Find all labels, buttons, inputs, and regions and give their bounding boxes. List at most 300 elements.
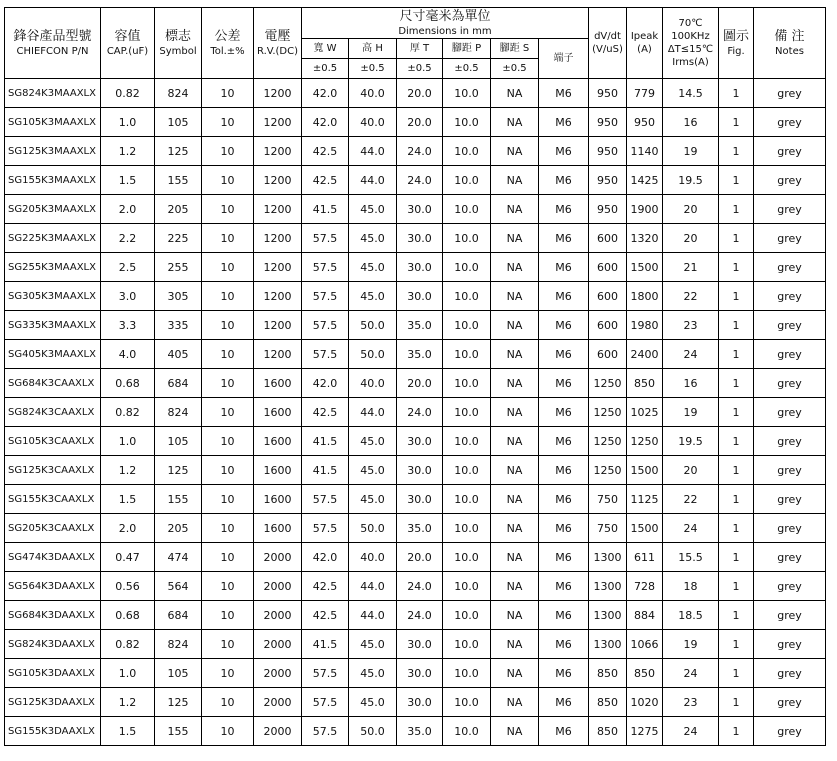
cell-cap: 2.5 — [101, 253, 155, 282]
cell-irms: 22 — [663, 282, 719, 311]
cell-fig: 1 — [719, 224, 754, 253]
cell-s: NA — [491, 717, 539, 746]
header-irms — [663, 8, 719, 79]
cell-tol: 10 — [202, 282, 254, 311]
cell-cap: 1.2 — [101, 456, 155, 485]
cell-tol: 10 — [202, 572, 254, 601]
table-row — [5, 195, 826, 224]
cell-dvdt: 600 — [589, 253, 627, 282]
cell-t: 20.0 — [397, 79, 443, 108]
cell-tol: 10 — [202, 427, 254, 456]
cell-p: 10.0 — [443, 282, 491, 311]
cell-p: 10.0 — [443, 717, 491, 746]
header-part-number-en: CHIEFCON P/N — [16, 46, 89, 57]
cell-h: 45.0 — [349, 659, 397, 688]
cell-pn: SG205K3CAAXLX — [5, 514, 101, 543]
cell-ipeak: 779 — [627, 79, 663, 108]
table-row — [5, 485, 826, 514]
header-dvdt-sub: (V/uS) — [592, 44, 623, 55]
cell-term: M6 — [539, 369, 589, 398]
cell-fig: 1 — [719, 543, 754, 572]
cell-term: M6 — [539, 166, 589, 195]
cell-rv: 1200 — [254, 253, 302, 282]
cell-p: 10.0 — [443, 369, 491, 398]
cell-symbol: 305 — [155, 282, 202, 311]
cell-symbol: 205 — [155, 195, 202, 224]
cell-fig: 1 — [719, 659, 754, 688]
header-irms-label: Irms(A) — [672, 57, 709, 68]
cell-symbol: 225 — [155, 224, 202, 253]
cell-rv: 1600 — [254, 514, 302, 543]
cell-h: 45.0 — [349, 427, 397, 456]
cell-rv: 2000 — [254, 601, 302, 630]
cell-pn: SG105K3MAAXLX — [5, 108, 101, 137]
cell-symbol: 205 — [155, 514, 202, 543]
header-capacitance-en: CAP.(uF) — [106, 46, 149, 57]
cell-cap: 1.0 — [101, 659, 155, 688]
cell-rv: 1600 — [254, 369, 302, 398]
cell-rv: 1600 — [254, 485, 302, 514]
header-dimensions-en: Dimensions in mm — [398, 26, 492, 37]
cell-irms: 14.5 — [663, 79, 719, 108]
cell-s: NA — [491, 398, 539, 427]
cell-irms: 24 — [663, 717, 719, 746]
cell-pn: SG205K3MAAXLX — [5, 195, 101, 224]
cell-fig: 1 — [719, 427, 754, 456]
cell-rv: 1200 — [254, 137, 302, 166]
cell-irms: 19 — [663, 630, 719, 659]
cell-t: 30.0 — [397, 282, 443, 311]
cell-p: 10.0 — [443, 340, 491, 369]
cell-t: 24.0 — [397, 398, 443, 427]
header-part-number-zh: 鋒谷產品型號 — [13, 29, 92, 44]
cell-w: 42.5 — [302, 398, 349, 427]
cell-p: 10.0 — [443, 108, 491, 137]
header-part-number — [5, 8, 101, 79]
cell-tol: 10 — [202, 717, 254, 746]
header-width-tol: ±0.5 — [302, 59, 349, 79]
table-row — [5, 311, 826, 340]
cell-term: M6 — [539, 427, 589, 456]
cell-dvdt: 950 — [589, 108, 627, 137]
cell-h: 40.0 — [349, 108, 397, 137]
cell-fig: 1 — [719, 79, 754, 108]
cell-term: M6 — [539, 543, 589, 572]
cell-fig: 1 — [719, 195, 754, 224]
cell-w: 57.5 — [302, 340, 349, 369]
cell-term: M6 — [539, 514, 589, 543]
cell-tol: 10 — [202, 659, 254, 688]
cell-rv: 2000 — [254, 717, 302, 746]
cell-fig: 1 — [719, 108, 754, 137]
cell-notes: grey — [754, 224, 826, 253]
cell-tol: 10 — [202, 543, 254, 572]
cell-dvdt: 600 — [589, 311, 627, 340]
cell-pn: SG405K3MAAXLX — [5, 340, 101, 369]
cell-irms: 20 — [663, 195, 719, 224]
cell-h: 45.0 — [349, 282, 397, 311]
cell-fig: 1 — [719, 630, 754, 659]
cell-h: 50.0 — [349, 311, 397, 340]
cell-ipeak: 1025 — [627, 398, 663, 427]
cell-p: 10.0 — [443, 166, 491, 195]
cell-s: NA — [491, 543, 539, 572]
cell-t: 35.0 — [397, 514, 443, 543]
cell-ipeak: 1140 — [627, 137, 663, 166]
header-figure-en: Fig. — [727, 46, 745, 57]
cell-irms: 23 — [663, 311, 719, 340]
table-row — [5, 543, 826, 572]
cell-term: M6 — [539, 456, 589, 485]
cell-term: M6 — [539, 601, 589, 630]
cell-term: M6 — [539, 79, 589, 108]
cell-p: 10.0 — [443, 514, 491, 543]
cell-term: M6 — [539, 282, 589, 311]
cell-tol: 10 — [202, 456, 254, 485]
cell-t: 20.0 — [397, 108, 443, 137]
cell-symbol: 105 — [155, 659, 202, 688]
cell-s: NA — [491, 79, 539, 108]
header-notes-en: Notes — [775, 46, 804, 57]
table-row — [5, 456, 826, 485]
cell-p: 10.0 — [443, 456, 491, 485]
cell-dvdt: 1250 — [589, 398, 627, 427]
cell-fig: 1 — [719, 572, 754, 601]
cell-h: 45.0 — [349, 456, 397, 485]
cell-t: 30.0 — [397, 456, 443, 485]
cell-dvdt: 950 — [589, 79, 627, 108]
cell-irms: 16 — [663, 369, 719, 398]
cell-rv: 1200 — [254, 340, 302, 369]
cell-ipeak: 1066 — [627, 630, 663, 659]
cell-ipeak: 1020 — [627, 688, 663, 717]
cell-p: 10.0 — [443, 485, 491, 514]
cell-symbol: 105 — [155, 427, 202, 456]
cell-term: M6 — [539, 659, 589, 688]
cell-rv: 1600 — [254, 398, 302, 427]
cell-cap: 0.82 — [101, 630, 155, 659]
cell-dvdt: 950 — [589, 195, 627, 224]
cell-w: 57.5 — [302, 688, 349, 717]
header-ipeak — [627, 8, 663, 79]
cell-pn: SG125K3MAAXLX — [5, 137, 101, 166]
header-pitch-p-tol: ±0.5 — [443, 59, 491, 79]
cell-irms: 21 — [663, 253, 719, 282]
cell-w: 41.5 — [302, 195, 349, 224]
cell-w: 41.5 — [302, 427, 349, 456]
cell-dvdt: 850 — [589, 659, 627, 688]
cell-dvdt: 600 — [589, 340, 627, 369]
cell-s: NA — [491, 108, 539, 137]
table-row — [5, 369, 826, 398]
header-notes-zh: 備 注 — [774, 29, 805, 44]
cell-pn: SG225K3MAAXLX — [5, 224, 101, 253]
cell-fig: 1 — [719, 398, 754, 427]
cell-h: 45.0 — [349, 630, 397, 659]
cell-pn: SG155K3CAAXLX — [5, 485, 101, 514]
header-dvdt — [589, 8, 627, 79]
cell-ipeak: 2400 — [627, 340, 663, 369]
cell-p: 10.0 — [443, 253, 491, 282]
cell-w: 57.5 — [302, 717, 349, 746]
cell-fig: 1 — [719, 601, 754, 630]
cell-s: NA — [491, 514, 539, 543]
cell-pn: SG155K3DAAXLX — [5, 717, 101, 746]
cell-term: M6 — [539, 224, 589, 253]
cell-h: 50.0 — [349, 717, 397, 746]
cell-cap: 0.68 — [101, 601, 155, 630]
cell-fig: 1 — [719, 369, 754, 398]
cell-ipeak: 728 — [627, 572, 663, 601]
header-ipeak-unit: (A) — [637, 44, 652, 55]
cell-notes: grey — [754, 108, 826, 137]
cell-symbol: 684 — [155, 601, 202, 630]
cell-notes: grey — [754, 79, 826, 108]
cell-symbol: 405 — [155, 340, 202, 369]
cell-cap: 3.3 — [101, 311, 155, 340]
cell-tol: 10 — [202, 137, 254, 166]
cell-p: 10.0 — [443, 659, 491, 688]
cell-s: NA — [491, 572, 539, 601]
cell-rv: 1200 — [254, 79, 302, 108]
table-row — [5, 79, 826, 108]
cell-h: 45.0 — [349, 195, 397, 224]
header-dimensions — [302, 8, 589, 39]
cell-s: NA — [491, 427, 539, 456]
header-height-tol: ±0.5 — [349, 59, 397, 79]
cell-notes: grey — [754, 427, 826, 456]
cell-p: 10.0 — [443, 572, 491, 601]
cell-symbol: 155 — [155, 717, 202, 746]
cell-irms: 20 — [663, 456, 719, 485]
cell-w: 42.0 — [302, 108, 349, 137]
cell-t: 30.0 — [397, 688, 443, 717]
cell-ipeak: 1320 — [627, 224, 663, 253]
cell-ipeak: 1980 — [627, 311, 663, 340]
cell-rv: 2000 — [254, 688, 302, 717]
cell-notes: grey — [754, 485, 826, 514]
cell-irms: 16 — [663, 108, 719, 137]
cell-w: 42.5 — [302, 137, 349, 166]
cell-symbol: 125 — [155, 688, 202, 717]
cell-pn: SG255K3MAAXLX — [5, 253, 101, 282]
cell-s: NA — [491, 601, 539, 630]
header-voltage-en: R.V.(DC) — [257, 46, 298, 57]
cell-fig: 1 — [719, 485, 754, 514]
cell-rv: 2000 — [254, 659, 302, 688]
header-ipeak-label: Ipeak — [630, 31, 659, 42]
cell-ipeak: 1500 — [627, 514, 663, 543]
cell-h: 40.0 — [349, 369, 397, 398]
cell-s: NA — [491, 485, 539, 514]
cell-notes: grey — [754, 398, 826, 427]
cell-symbol: 125 — [155, 137, 202, 166]
cell-fig: 1 — [719, 311, 754, 340]
cell-pn: SG824K3MAAXLX — [5, 79, 101, 108]
cell-w: 57.5 — [302, 485, 349, 514]
cell-dvdt: 750 — [589, 485, 627, 514]
cell-fig: 1 — [719, 717, 754, 746]
header-pitch-p: 腳距 P — [443, 39, 491, 59]
cell-p: 10.0 — [443, 398, 491, 427]
table-row — [5, 282, 826, 311]
cell-dvdt: 950 — [589, 166, 627, 195]
cell-pn: SG564K3DAAXLX — [5, 572, 101, 601]
cell-dvdt: 1250 — [589, 369, 627, 398]
cell-fig: 1 — [719, 340, 754, 369]
table-row — [5, 137, 826, 166]
cell-pn: SG155K3MAAXLX — [5, 166, 101, 195]
cell-fig: 1 — [719, 282, 754, 311]
cell-notes: grey — [754, 282, 826, 311]
table-row — [5, 630, 826, 659]
header-tolerance-zh: 公差 — [214, 29, 241, 44]
cell-term: M6 — [539, 572, 589, 601]
cell-notes: grey — [754, 688, 826, 717]
cell-w: 57.5 — [302, 659, 349, 688]
cell-pn: SG305K3MAAXLX — [5, 282, 101, 311]
cell-notes: grey — [754, 195, 826, 224]
cell-pn: SG335K3MAAXLX — [5, 311, 101, 340]
cell-p: 10.0 — [443, 224, 491, 253]
cell-symbol: 824 — [155, 79, 202, 108]
cell-ipeak: 611 — [627, 543, 663, 572]
cell-fig: 1 — [719, 166, 754, 195]
table-row — [5, 166, 826, 195]
cell-dvdt: 600 — [589, 224, 627, 253]
cell-p: 10.0 — [443, 601, 491, 630]
cell-irms: 19 — [663, 137, 719, 166]
header-height: 高 H — [349, 39, 397, 59]
cell-cap: 1.5 — [101, 166, 155, 195]
cell-t: 24.0 — [397, 601, 443, 630]
header-figure — [719, 8, 754, 79]
cell-t: 30.0 — [397, 253, 443, 282]
table-row — [5, 601, 826, 630]
cell-w: 57.5 — [302, 282, 349, 311]
cell-w: 57.5 — [302, 514, 349, 543]
cell-tol: 10 — [202, 79, 254, 108]
cell-cap: 3.0 — [101, 282, 155, 311]
cell-s: NA — [491, 137, 539, 166]
cell-t: 30.0 — [397, 485, 443, 514]
cell-dvdt: 1300 — [589, 543, 627, 572]
cell-pn: SG824K3DAAXLX — [5, 630, 101, 659]
cell-irms: 24 — [663, 340, 719, 369]
cell-term: M6 — [539, 108, 589, 137]
cell-pn: SG824K3CAAXLX — [5, 398, 101, 427]
cell-p: 10.0 — [443, 688, 491, 717]
table-row — [5, 340, 826, 369]
cell-irms: 23 — [663, 688, 719, 717]
cell-term: M6 — [539, 195, 589, 224]
cell-symbol: 125 — [155, 456, 202, 485]
cell-p: 10.0 — [443, 543, 491, 572]
cell-cap: 1.2 — [101, 137, 155, 166]
cell-w: 42.5 — [302, 572, 349, 601]
spec-table — [4, 7, 826, 746]
cell-s: NA — [491, 456, 539, 485]
cell-tol: 10 — [202, 630, 254, 659]
cell-h: 44.0 — [349, 166, 397, 195]
cell-cap: 1.0 — [101, 108, 155, 137]
cell-term: M6 — [539, 717, 589, 746]
table-row — [5, 572, 826, 601]
cell-s: NA — [491, 195, 539, 224]
cell-symbol: 155 — [155, 485, 202, 514]
cell-dvdt: 850 — [589, 688, 627, 717]
cell-notes: grey — [754, 543, 826, 572]
table-row — [5, 514, 826, 543]
cell-rv: 1600 — [254, 427, 302, 456]
cell-ipeak: 950 — [627, 108, 663, 137]
cell-rv: 2000 — [254, 572, 302, 601]
cell-tol: 10 — [202, 253, 254, 282]
cell-tol: 10 — [202, 195, 254, 224]
header-dimensions-zh: 尺寸毫米為單位 — [399, 9, 491, 24]
header-tolerance — [202, 8, 254, 79]
cell-ipeak: 1500 — [627, 456, 663, 485]
cell-ipeak: 850 — [627, 369, 663, 398]
cell-symbol: 824 — [155, 398, 202, 427]
cell-s: NA — [491, 224, 539, 253]
cell-symbol: 335 — [155, 311, 202, 340]
cell-s: NA — [491, 340, 539, 369]
cell-cap: 1.0 — [101, 427, 155, 456]
cell-notes: grey — [754, 369, 826, 398]
cell-notes: grey — [754, 717, 826, 746]
cell-w: 41.5 — [302, 630, 349, 659]
cell-pn: SG684K3CAAXLX — [5, 369, 101, 398]
cell-s: NA — [491, 659, 539, 688]
cell-dvdt: 1250 — [589, 456, 627, 485]
table-row — [5, 427, 826, 456]
cell-w: 42.5 — [302, 166, 349, 195]
header-dvdt-unit: dV/dt — [594, 31, 621, 42]
header-pitch-s: 腳距 S — [491, 39, 539, 59]
cell-dvdt: 950 — [589, 137, 627, 166]
cell-p: 10.0 — [443, 137, 491, 166]
cell-ipeak: 884 — [627, 601, 663, 630]
cell-h: 40.0 — [349, 543, 397, 572]
cell-p: 10.0 — [443, 427, 491, 456]
cell-symbol: 564 — [155, 572, 202, 601]
header-irms-temp: 70℃ — [678, 18, 703, 29]
cell-term: M6 — [539, 340, 589, 369]
cell-irms: 24 — [663, 514, 719, 543]
cell-cap: 0.56 — [101, 572, 155, 601]
cell-t: 30.0 — [397, 659, 443, 688]
cell-w: 42.0 — [302, 369, 349, 398]
cell-dvdt: 1250 — [589, 427, 627, 456]
cell-ipeak: 1125 — [627, 485, 663, 514]
cell-h: 45.0 — [349, 224, 397, 253]
cell-irms: 19.5 — [663, 166, 719, 195]
cell-t: 30.0 — [397, 195, 443, 224]
cell-h: 45.0 — [349, 253, 397, 282]
cell-s: NA — [491, 369, 539, 398]
cell-term: M6 — [539, 630, 589, 659]
cell-irms: 22 — [663, 485, 719, 514]
cell-t: 20.0 — [397, 543, 443, 572]
cell-cap: 4.0 — [101, 340, 155, 369]
cell-notes: grey — [754, 572, 826, 601]
cell-rv: 1200 — [254, 224, 302, 253]
cell-cap: 2.0 — [101, 195, 155, 224]
cell-w: 42.5 — [302, 601, 349, 630]
cell-p: 10.0 — [443, 79, 491, 108]
cell-tol: 10 — [202, 369, 254, 398]
